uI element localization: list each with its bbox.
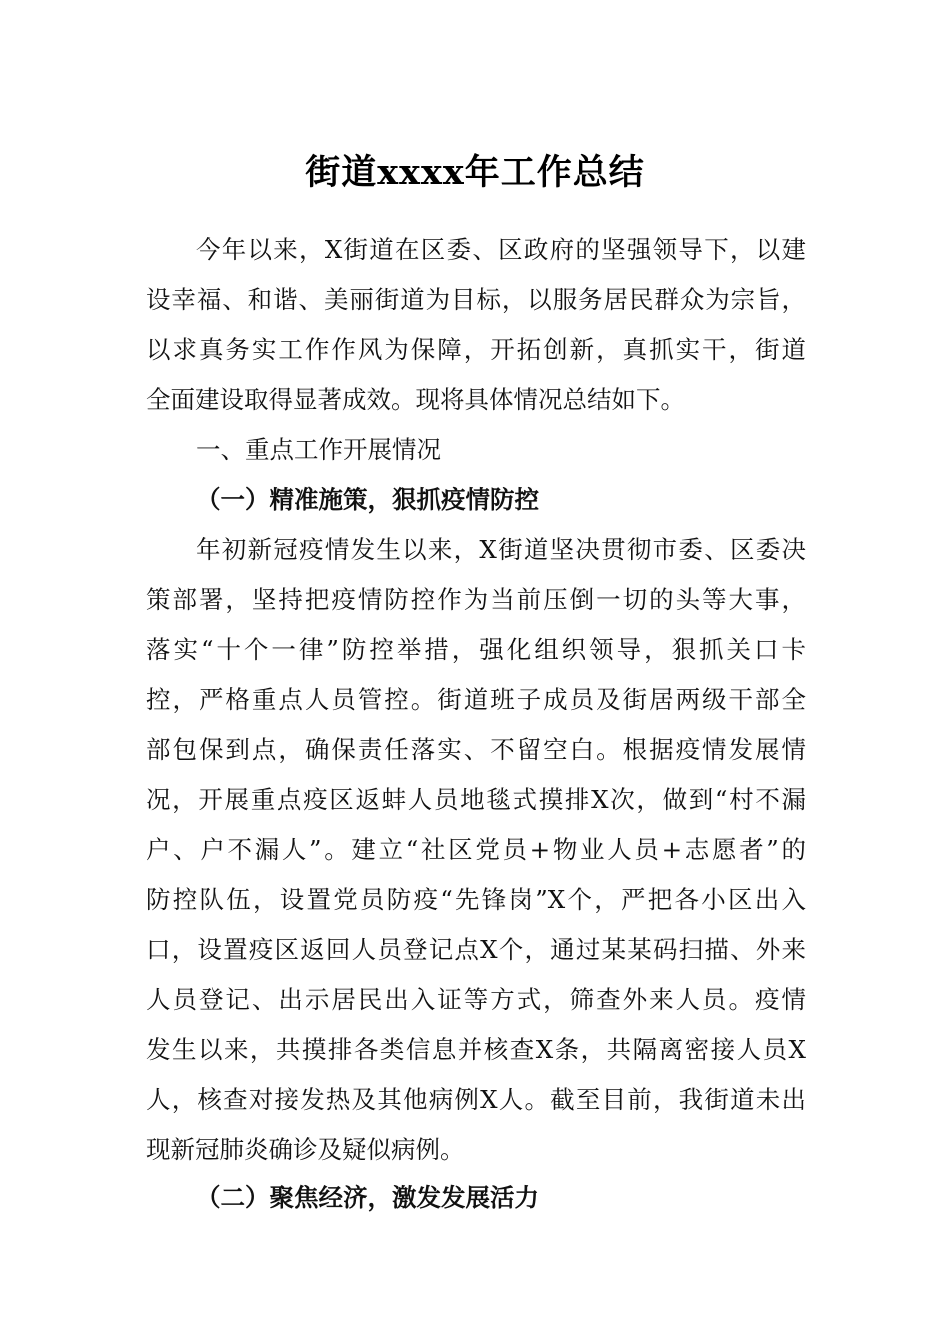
paragraph-line: 况，开展重点疫区返蚌人员地毯式摸排X次，做到“村不漏 (146, 785, 806, 814)
paragraph-line: 落实“十个一律”防控举措，强化组织领导，狠抓关口卡 (146, 635, 806, 664)
paragraph-line: 年初新冠疫情发生以来，X街道坚决贯彻市委、区委决 (196, 535, 806, 564)
paragraph-line: 户、户不漏人”。建立“社区党员+物业人员+志愿者”的 (146, 835, 806, 864)
paragraph-line: 策部署，坚持把疫情防控作为当前压倒一切的头等大事， (146, 585, 806, 614)
subsection-heading: （一）精准施策，狠抓疫情防控 (196, 485, 539, 514)
paragraph-line: 以求真务实工作作风为保障，开拓创新，真抓实干，街道 (146, 335, 806, 364)
section-heading: 一、重点工作开展情况 (196, 435, 441, 464)
paragraph-line: 人，核查对接发热及其他病例X人。截至目前，我街道未出 (146, 1085, 806, 1114)
paragraph-line: 今年以来，X街道在区委、区政府的坚强领导下，以建 (196, 235, 806, 264)
paragraph-line: 控，严格重点人员管控。街道班子成员及街居两级干部全 (146, 685, 806, 714)
paragraph-line: 部包保到点，确保责任落实、不留空白。根据疫情发展情 (146, 735, 806, 764)
paragraph-line: 防控队伍，设置党员防疫“先锋岗”X个，严把各小区出入 (146, 885, 806, 914)
paragraph-line: 发生以来，共摸排各类信息并核查X条，共隔离密接人员X (146, 1035, 806, 1064)
paragraph-line: 人员登记、出示居民出入证等方式，筛查外来人员。疫情 (146, 985, 806, 1014)
paragraph-line: 设幸福、和谐、美丽街道为目标，以服务居民群众为宗旨， (146, 285, 806, 314)
paragraph-line: 口，设置疫区返回人员登记点X个，通过某某码扫描、外来 (146, 935, 806, 964)
document-title: 街道xxxx年工作总结 (305, 152, 645, 193)
intro-paragraph (146, 225, 806, 425)
paragraph-line: 现新冠肺炎确诊及疑似病例。 (146, 1135, 465, 1164)
epidemic-paragraph (146, 525, 806, 1175)
paragraph-line: 全面建设取得显著成效。现将具体情况总结如下。 (146, 385, 685, 414)
subsection-heading: （二）聚焦经济，激发发展活力 (196, 1183, 539, 1212)
